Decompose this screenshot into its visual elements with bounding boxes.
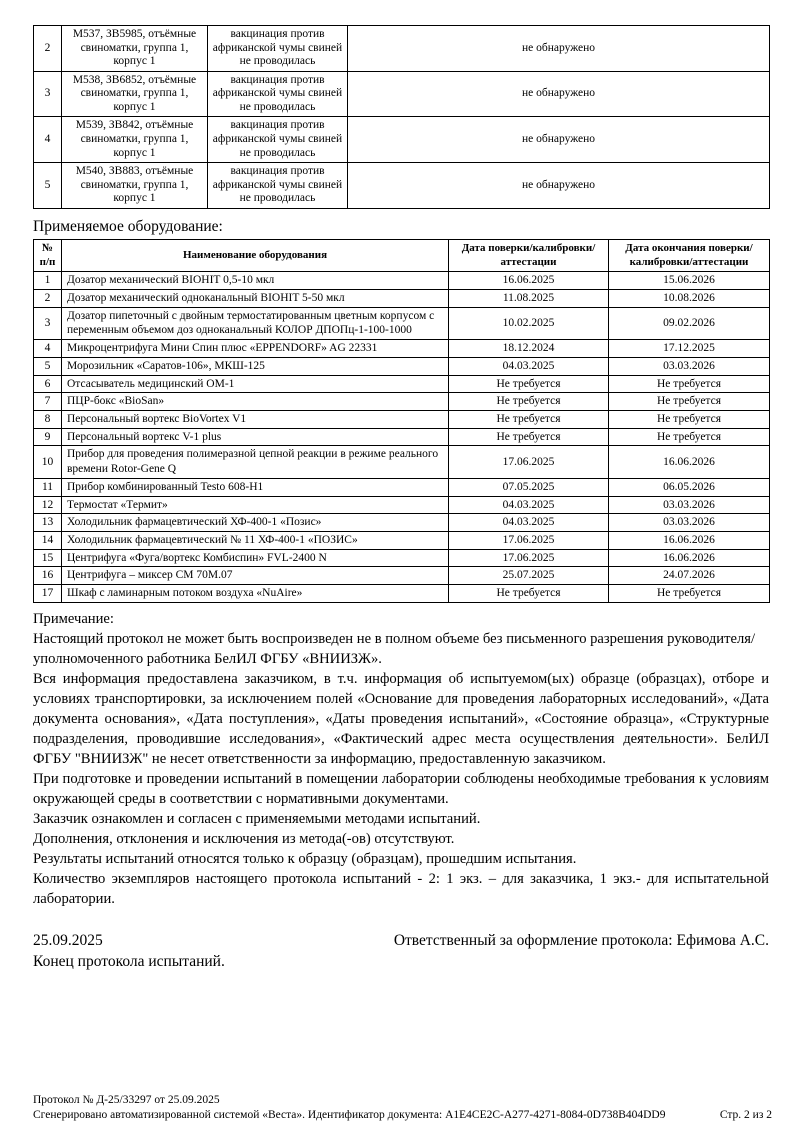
cell-date_end: 24.07.2026 [609,567,770,585]
table-row [34,71,770,117]
cell-sample: М539, ЗВ842, отъёмные свиноматки, группа 1, корпус 1 [62,117,208,163]
signature-row [33,932,769,950]
cell-num: 2 [34,26,62,72]
cell-date_end: 16.06.2026 [609,532,770,550]
cell-num: 9 [34,428,62,446]
table-row [34,289,770,307]
cell-result: не обнаружено [348,26,770,72]
cell-num: 4 [34,117,62,163]
cell-date_end: 03.03.2026 [609,357,770,375]
table-row [34,117,770,163]
notes-title: Примечание: [33,610,114,627]
cell-num: 10 [34,446,62,478]
notes-paragraph: Результаты испытаний относятся только к образцу (образцам), прошедшим испытания. [33,850,577,867]
cell-name: Центрифуга – миксер СМ 70М.07 [62,567,449,585]
cell-name: Микроцентрифуга Мини Спин плюс «EPPENDORF» AG 22331 [62,340,449,358]
cell-date_end: 15.06.2026 [609,272,770,290]
footer-generated-info: Сгенерировано автоматизированной системой «Веста». Идентификатор документа: A1E4CE2C-A277-4271-8084-0D738B404DD9 [33,1108,666,1121]
cell-date_end: Не требуется [609,375,770,393]
cell-date: 17.06.2025 [449,446,609,478]
notes-paragraph: Заказчик ознакомлен и согласен с применяемыми методами испытаний. [33,810,481,827]
table-row [34,428,770,446]
notes-paragraph: Настоящий протокол не может быть воспроизведен не в полном объеме без письменного разрешения руководителя/уполномоченного работника БелИЛ ФГБУ «ВНИИЗЖ». [33,630,756,667]
responsible-person: Ответственный за оформление протокола: Ефимова А.С. [393,931,769,949]
equipment-table [33,239,770,603]
cell-date: 17.06.2025 [449,549,609,567]
results-table [33,25,770,209]
cell-num: 5 [34,357,62,375]
cell-name: Дозатор механический одноканальный BIOHIT 5-50 мкл [62,289,449,307]
cell-date: Не требуется [449,585,609,603]
cell-name: Центрифуга «Фуга/вортекс Комбиспин» FVL-2400 N [62,549,449,567]
table-row [34,393,770,411]
table-row [34,340,770,358]
cell-date_end: Не требуется [609,411,770,429]
cell-num: 15 [34,549,62,567]
cell-name: ПЦР-бокс «BioSan» [62,393,449,411]
equipment-section-title: Применяемое оборудование: [33,217,223,235]
cell-name: Морозильник «Саратов-106», МКШ-125 [62,357,449,375]
cell-name: Персональный вортекс BioVortex V1 [62,411,449,429]
cell-date: Не требуется [449,411,609,429]
notes-paragraph: Вся информация предоставлена заказчиком, в т.ч. информация об испытуемом(ых) образце (образцах), отборе и условиях транспортировки, за исключением полей «Основание для проведения лабораторных исследований», «Дата документа основания», «Дата поступления», «Даты проведения испытаний», «Состояние образца», «Структурные подразделения, проводившие исследования», «Фактический адрес места осуществления деятельности». БелИЛ ФГБУ "ВНИИЗЖ" не несет ответственности за информацию, предоставленную заказчиком. [33,670,769,767]
table-row [34,375,770,393]
cell-date_end: 03.03.2026 [609,514,770,532]
cell-date: 17.06.2025 [449,532,609,550]
cell-result: не обнаружено [348,117,770,163]
equipment-header-num: № п/п [34,239,62,272]
footer-protocol-number: Протокол № Д-25/33297 от 25.09.2025 [33,1094,220,1107]
cell-date_end: 10.08.2026 [609,289,770,307]
cell-date: Не требуется [449,393,609,411]
cell-date: 04.03.2025 [449,514,609,532]
cell-num: 5 [34,163,62,209]
cell-date_end: 17.12.2025 [609,340,770,358]
cell-num: 13 [34,514,62,532]
notes-paragraph: Дополнения, отклонения и исключения из метода(-ов) отсутствуют. [33,830,455,847]
cell-date: 04.03.2025 [449,496,609,514]
table-row [34,357,770,375]
cell-date_end: 06.05.2026 [609,478,770,496]
cell-num: 14 [34,532,62,550]
table-row [34,496,770,514]
cell-date: Не требуется [449,428,609,446]
cell-date: 18.12.2024 [449,340,609,358]
cell-date_end: Не требуется [609,428,770,446]
cell-date_end: Не требуется [609,393,770,411]
cell-name: Прибор для проведения полимеразной цепной реакции в режиме реального времени Rotor-Gene Q [62,446,449,478]
equipment-header-name: Наименование оборудования [62,239,449,272]
footer-page-number: Стр. 2 из 2 [719,1108,772,1121]
protocol-date: 25.09.2025 [33,931,103,949]
cell-sample: М538, ЗВ6852, отъёмные свиноматки, группа 1, корпус 1 [62,71,208,117]
cell-num: 3 [34,307,62,339]
cell-date_end: 03.03.2026 [609,496,770,514]
table-row [34,567,770,585]
cell-date: Не требуется [449,375,609,393]
cell-vaccination: вакцинация против африканской чумы свиней не проводилась [208,163,348,209]
cell-date_end: 16.06.2026 [609,549,770,567]
cell-name: Персональный вортекс V-1 plus [62,428,449,446]
cell-date: 16.06.2025 [449,272,609,290]
cell-name: Холодильник фармацевтический № 11 ХФ-400-1 «ПОЗИС» [62,532,449,550]
table-row [34,26,770,72]
cell-num: 4 [34,340,62,358]
cell-num: 6 [34,375,62,393]
equipment-header-date: Дата поверки/калибровки/аттестации [449,239,609,272]
table-row [34,514,770,532]
notes-section [33,610,769,910]
cell-num: 11 [34,478,62,496]
equipment-header-row [34,239,770,272]
table-row [34,272,770,290]
cell-vaccination: вакцинация против африканской чумы свиней не проводилась [208,26,348,72]
cell-vaccination: вакцинация против африканской чумы свиней не проводилась [208,117,348,163]
cell-date_end: Не требуется [609,585,770,603]
cell-num: 1 [34,272,62,290]
cell-sample: М537, ЗВ5985, отъёмные свиноматки, группа 1, корпус 1 [62,26,208,72]
cell-vaccination: вакцинация против африканской чумы свиней не проводилась [208,71,348,117]
cell-num: 3 [34,71,62,117]
cell-name: Дозатор пипеточный с двойным термостатированным цветным корпусом с переменным объемом доз одноканальный КОЛОР ДПОПц-1-100-1000 [62,307,449,339]
cell-date: 25.07.2025 [449,567,609,585]
cell-name: Отсасыватель медицинский ОМ-1 [62,375,449,393]
equipment-header-date-end: Дата окончания поверки/калибровки/аттестации [609,239,770,272]
table-row [34,585,770,603]
cell-date: 11.08.2025 [449,289,609,307]
notes-paragraph: При подготовке и проведении испытаний в помещении лаборатории соблюдены необходимые требования к условиям окружающей среды в соответствии с нормативными документами. [33,770,769,807]
notes-paragraph: Количество экземпляров настоящего протокола испытаний - 2: 1 экз. – для заказчика, 1 экз.- для испытательной лаборатории. [33,870,769,907]
end-of-protocol-line: Конец протокола испытаний. [33,952,225,970]
table-row [34,532,770,550]
cell-num: 8 [34,411,62,429]
cell-name: Термостат «Термит» [62,496,449,514]
cell-result: не обнаружено [348,163,770,209]
cell-sample: М540, ЗВ883, отъёмные свиноматки, группа 1, корпус 1 [62,163,208,209]
cell-name: Холодильник фармацевтический ХФ-400-1 «Позис» [62,514,449,532]
cell-name: Шкаф с ламинарным потоком воздуха «NuAire» [62,585,449,603]
cell-num: 7 [34,393,62,411]
table-row [34,411,770,429]
table-row [34,307,770,339]
table-row [34,163,770,209]
document-footer [33,1093,772,1122]
table-row [34,478,770,496]
table-row [34,549,770,567]
cell-num: 12 [34,496,62,514]
cell-date_end: 09.02.2026 [609,307,770,339]
cell-result: не обнаружено [348,71,770,117]
cell-date: 07.05.2025 [449,478,609,496]
cell-name: Дозатор механический BIOHIT 0,5-10 мкл [62,272,449,290]
cell-num: 17 [34,585,62,603]
cell-name: Прибор комбинированный Testo 608-H1 [62,478,449,496]
table-row [34,446,770,478]
cell-date: 04.03.2025 [449,357,609,375]
cell-date: 10.02.2025 [449,307,609,339]
cell-num: 16 [34,567,62,585]
cell-date_end: 16.06.2026 [609,446,770,478]
cell-num: 2 [34,289,62,307]
